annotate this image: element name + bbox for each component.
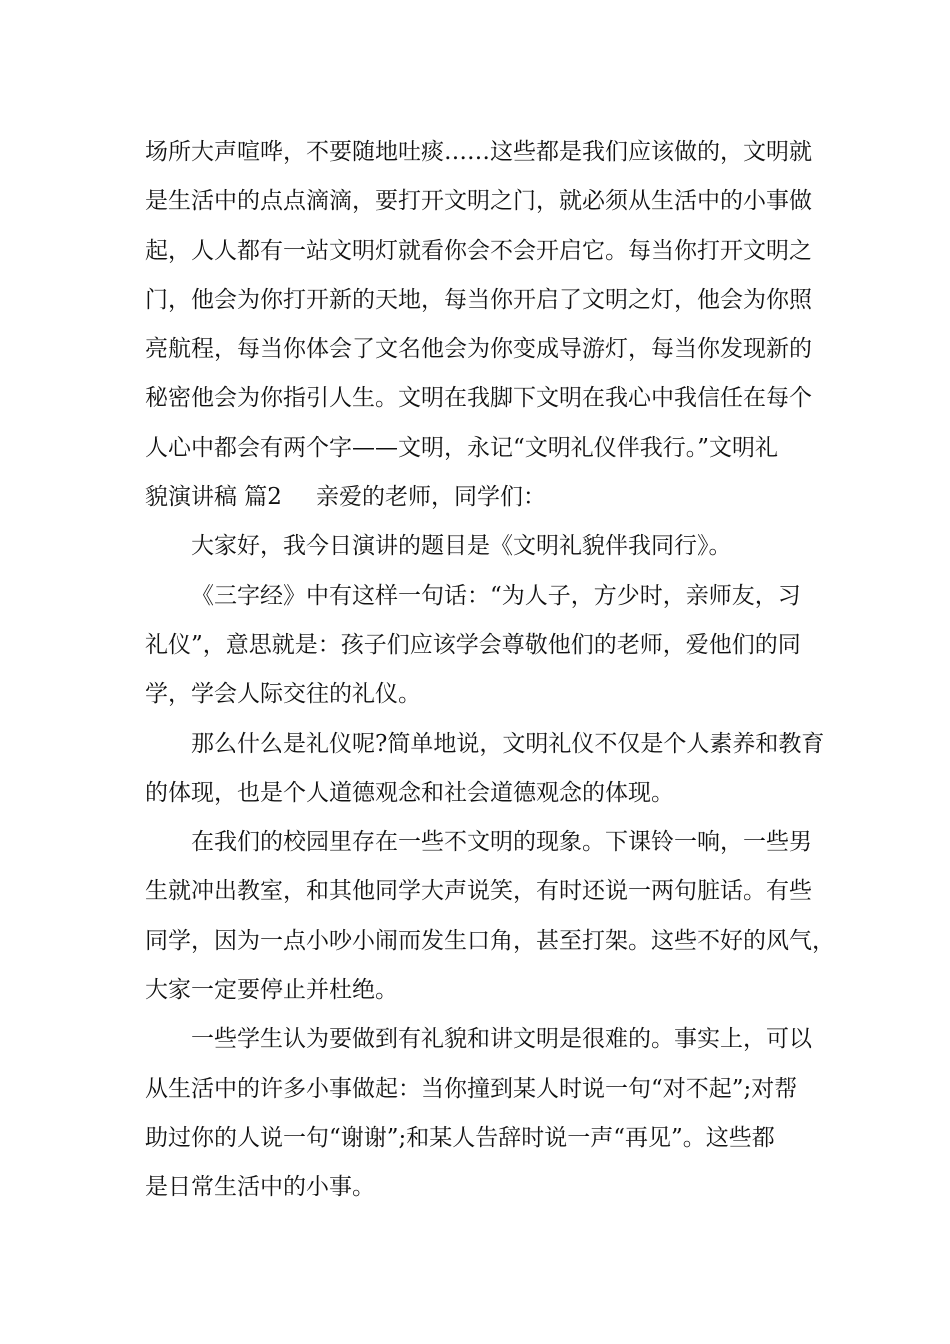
- text-line: 从生活中的许多小事做起：当你撞到某人时说一句“对不起”;对帮: [145, 1075, 798, 1102]
- text-line: 是日常生活中的小事。: [145, 1174, 375, 1201]
- text-line: 门，他会为你打开新的天地，每当你开启了文明之灯，他会为你照: [145, 286, 812, 313]
- text-line: 大家好，我今日演讲的题目是《文明礼貌伴我同行》。: [191, 533, 732, 560]
- text-line: 那么什么是礼仪呢?简单地说，文明礼仪不仅是个人素养和教育: [191, 730, 825, 757]
- text-line: 亮航程，每当你体会了文名他会为你变成导游灯，每当你发现新的: [145, 336, 812, 363]
- text-line: 礼仪”，意思就是：孩子们应该学会尊敬他们的老师，爱他们的同: [145, 631, 801, 658]
- text-line: 是生活中的点点滴滴，要打开文明之门，就必须从生活中的小事做: [145, 188, 812, 215]
- section-heading: 貌演讲稿 篇2: [145, 484, 282, 511]
- text-line: 大家一定要停止并杜绝。: [145, 977, 398, 1004]
- text-line: 起，人人都有一站文明灯就看你会不会开启它。每当你打开文明之: [145, 237, 812, 264]
- text-line: 在我们的校园里存在一些不文明的现象。下课铃一响，一些男: [191, 829, 812, 856]
- text-line: 一些学生认为要做到有礼貌和讲文明是很难的。事实上，可以: [191, 1026, 812, 1053]
- section-heading-line: [145, 473, 835, 522]
- text-line: 生就冲出教室，和其他同学大声说笑，有时还说一两句脏话。有些: [145, 878, 812, 905]
- text-line: 学，学会人际交往的礼仪。: [145, 681, 421, 708]
- text-line: 的体现，也是个人道德观念和社会道德观念的体现。: [145, 779, 674, 806]
- text-line: 场所大声喧哗，不要随地吐痰……这些都是我们应该做的，文明就: [145, 139, 812, 165]
- text-line: 秘密他会为你指引人生。文明在我脚下文明在我心中我信任在每个: [145, 385, 812, 412]
- text-line: 助过你的人说一句“谢谢”;和某人告辞时说一声“再见”。这些都: [145, 1124, 775, 1151]
- salutation: 亲爱的老师，同学们：: [315, 484, 546, 511]
- text-line: 同学，因为一点小吵小闹而发生口角，甚至打架。这些不好的风气，: [145, 927, 835, 954]
- text-line: 《三字经》中有这样一句话：“为人子，方少时，亲师友，习: [191, 582, 801, 609]
- document-body: [145, 128, 835, 1213]
- text-line: 人心中都会有两个字——文明，永记“文明礼仪伴我行。”文明礼: [145, 434, 779, 461]
